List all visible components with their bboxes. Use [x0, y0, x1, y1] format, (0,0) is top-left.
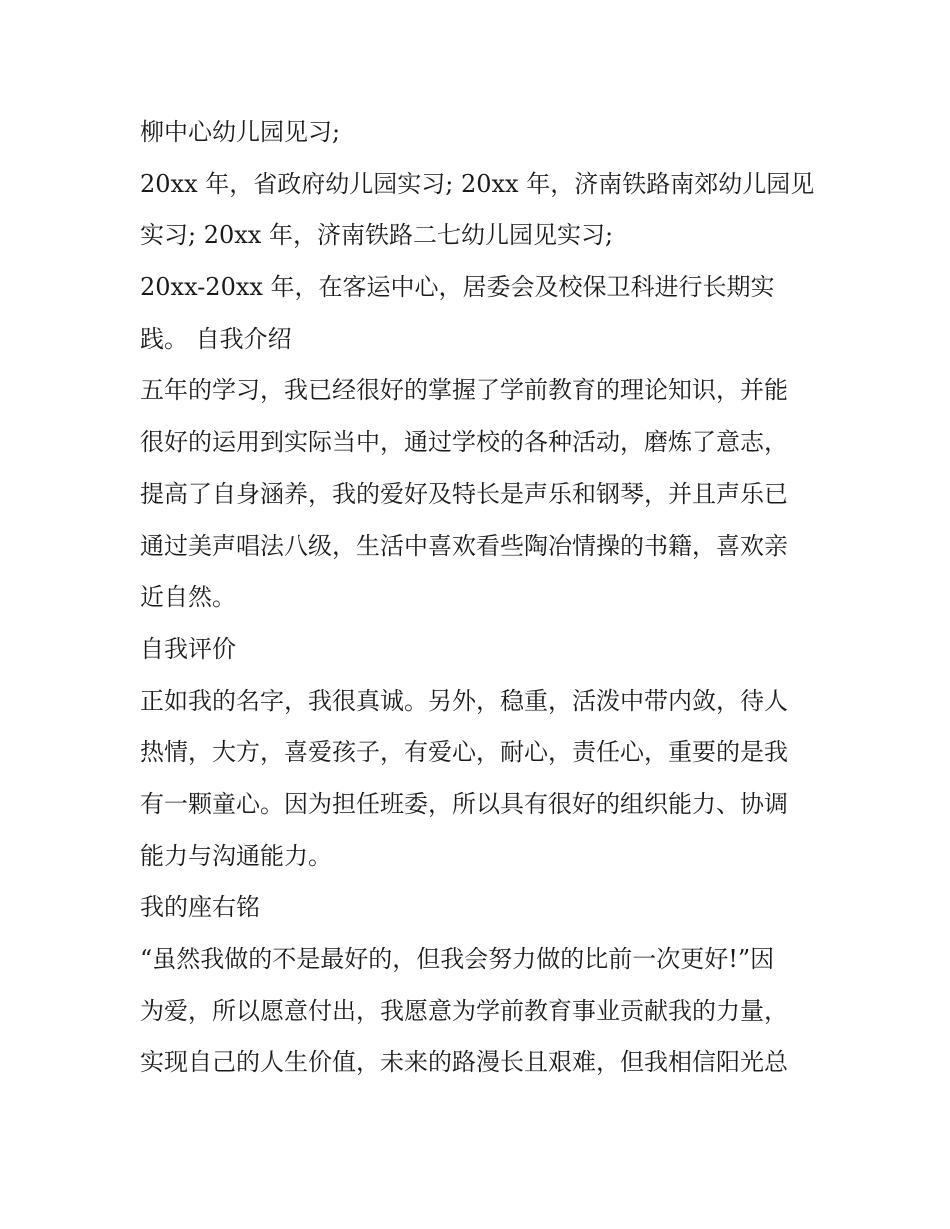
text-line: 实习; 20xx 年，济南铁路二七幼儿园见实习; — [140, 221, 614, 250]
section-heading-self-evaluation: 自我评价 — [140, 634, 236, 663]
text-line: 实现自己的人生价值，未来的路漫长且艰难，但我相信阳光总 — [140, 1048, 788, 1077]
text-line: 提高了自身涵养，我的爱好及特长是声乐和钢琴，并且声乐已 — [140, 479, 788, 508]
text-line: 热情，大方，喜爱孩子，有爱心，耐心，责任心，重要的是我 — [140, 738, 788, 767]
section-heading-motto: 我的座右铭 — [140, 893, 260, 922]
text-line: 正如我的名字，我很真诚。另外，稳重，活泼中带内敛，待人 — [140, 686, 788, 715]
text-line: 很好的运用到实际当中，通过学校的各种活动，磨炼了意志， — [140, 428, 788, 457]
text-line: 有一颗童心。因为担任班委，所以具有很好的组织能力、协调 — [140, 789, 788, 818]
text-line: 柳中心幼儿园见习; — [140, 118, 341, 146]
text-line: 五年的学习，我已经很好的掌握了学前教育的理论知识，并能 — [140, 376, 788, 405]
text-line: 20xx-20xx 年，在客运中心，居委会及校保卫科进行长期实 — [140, 273, 775, 302]
text-line: 践。 自我介绍 — [140, 324, 292, 353]
document-body — [140, 107, 820, 1089]
text-line: “虽然我做的不是最好的，但我会努力做的比前一次更好!”因 — [140, 945, 775, 973]
text-line: 通过美声唱法八级，生活中喜欢看些陶冶情操的书籍，喜欢亲 — [140, 531, 788, 560]
text-line: 能力与沟通能力。 — [140, 841, 332, 870]
text-line: 近自然。 — [140, 583, 236, 612]
text-line: 20xx 年，省政府幼儿园实习; 20xx 年，济南铁路南郊幼儿园见 — [140, 169, 815, 198]
text-line: 为爱，所以愿意付出，我愿意为学前教育事业贡献我的力量， — [140, 996, 788, 1025]
